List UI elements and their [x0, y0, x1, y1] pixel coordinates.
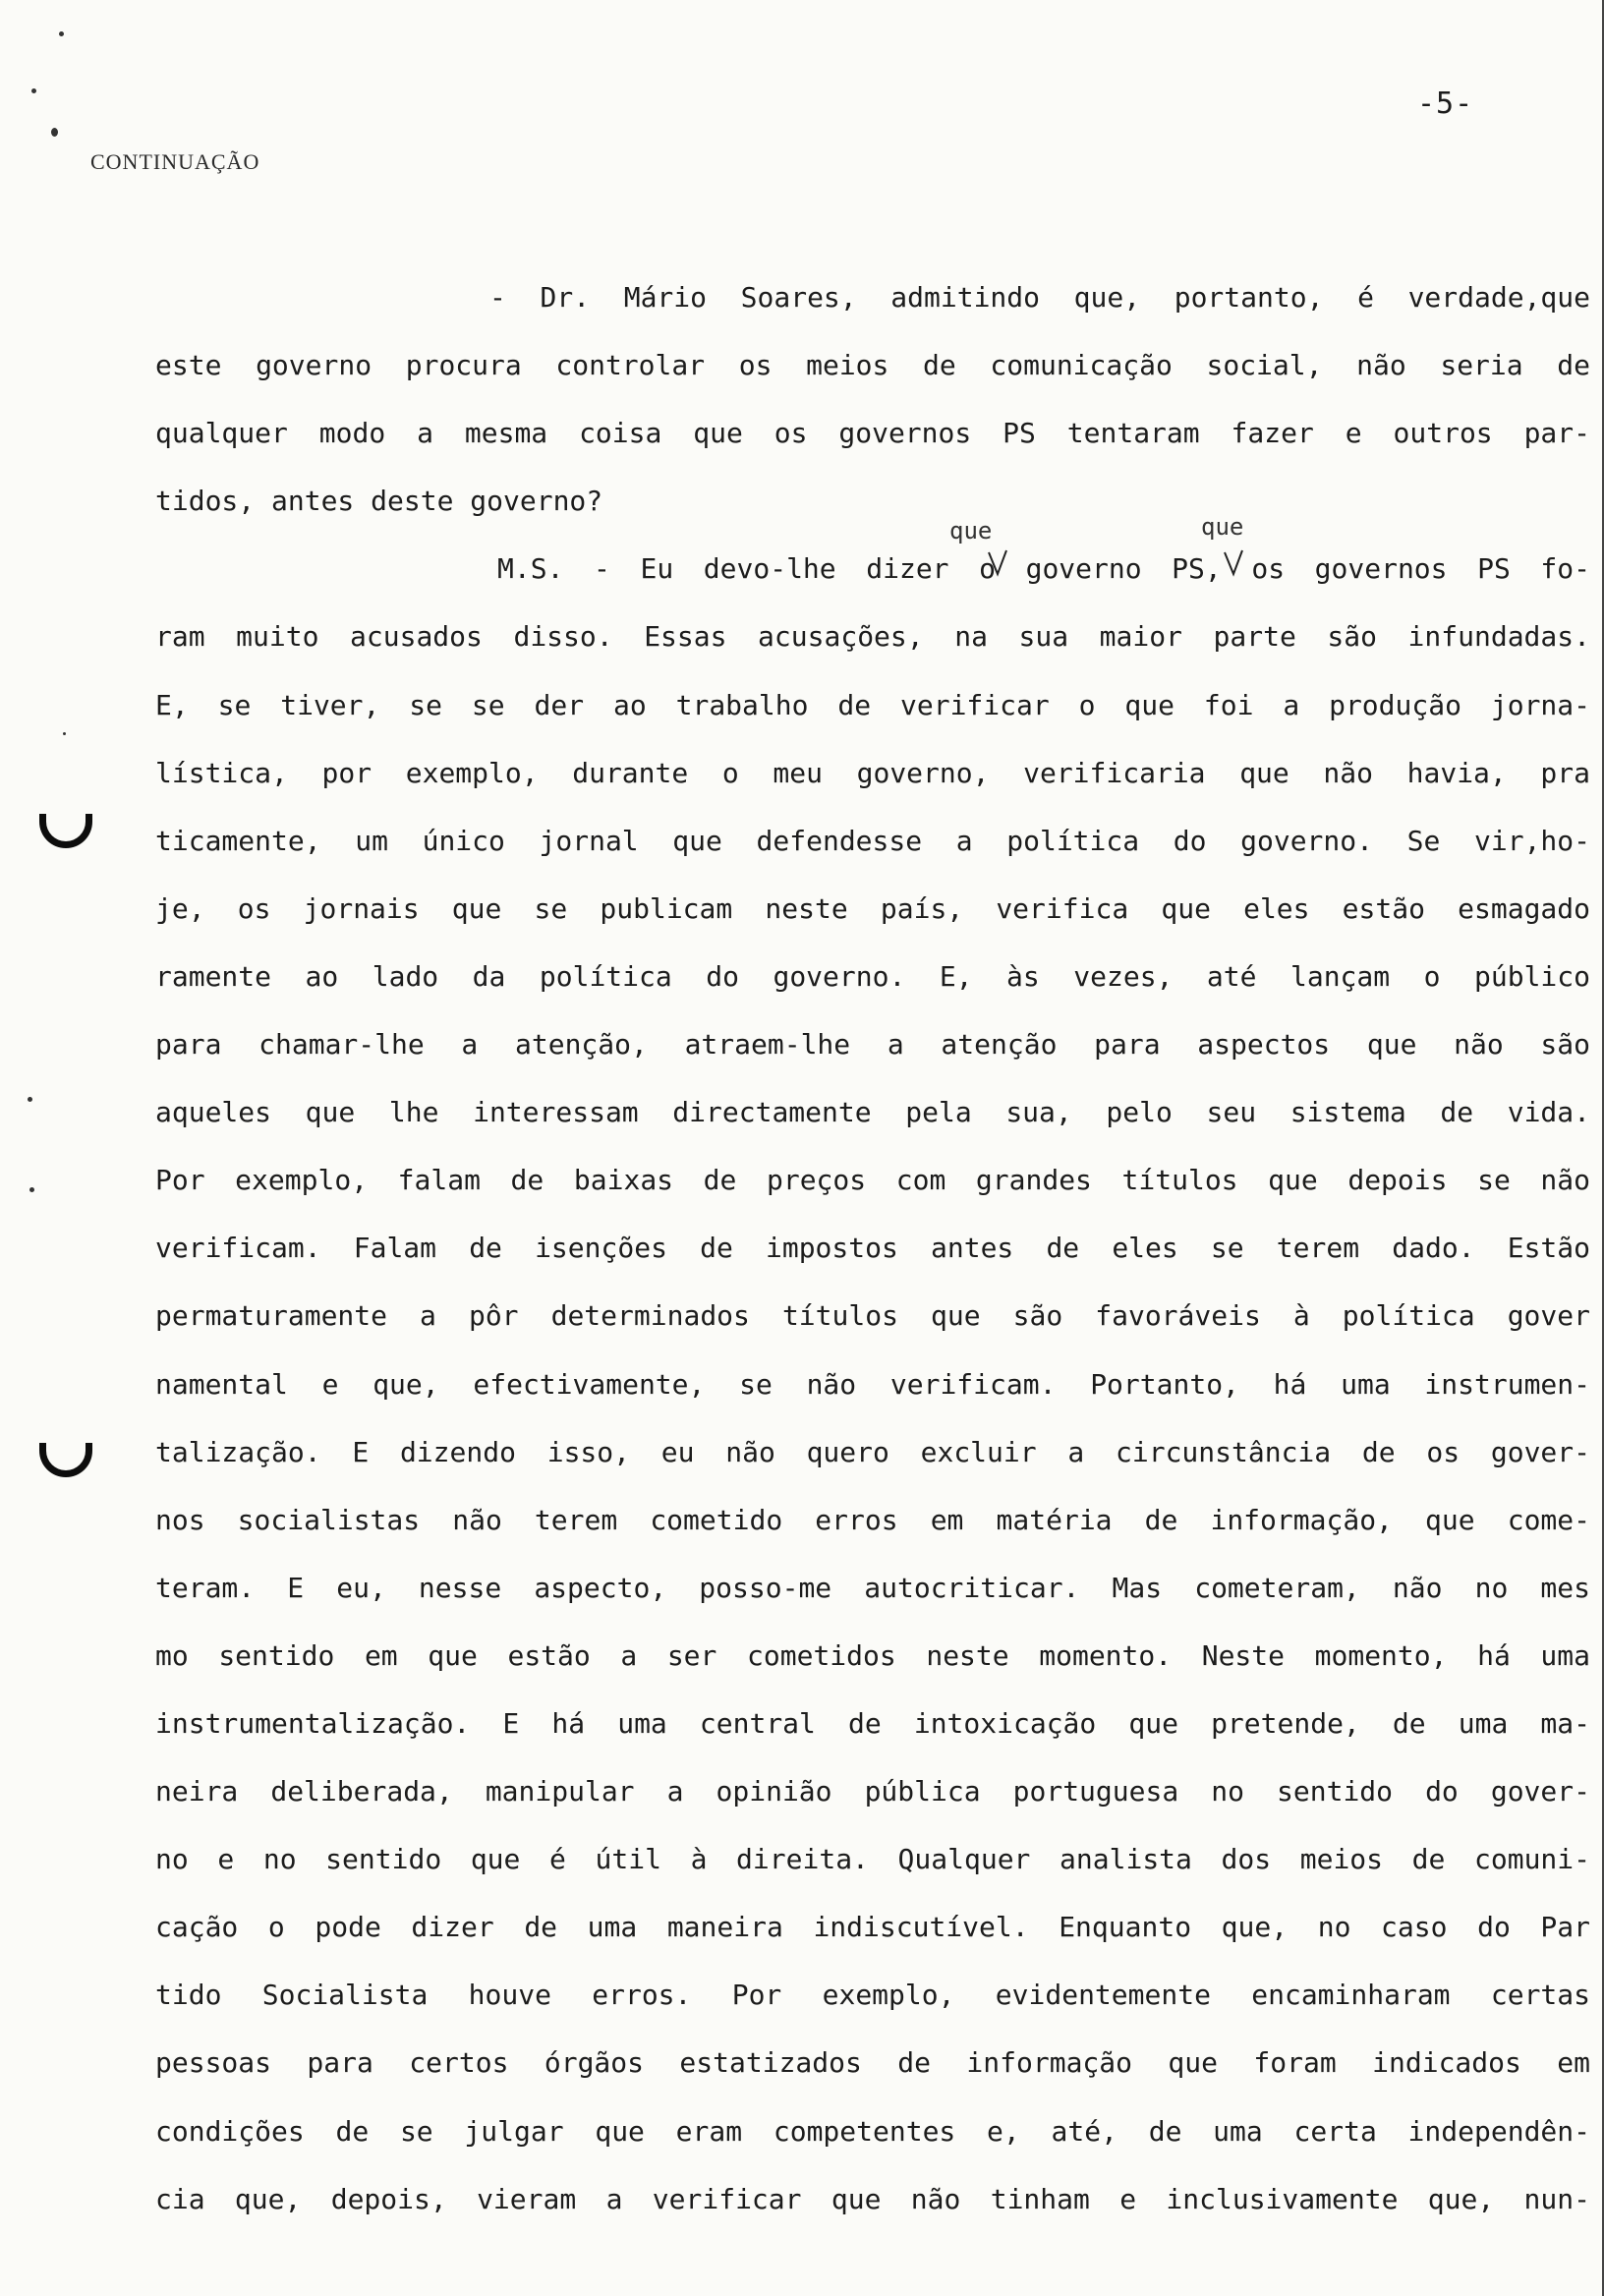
interlinear-insert-que: que [949, 517, 993, 545]
text-line: je, os jornais que se publicam neste país, verifica que eles estão esmagado [155, 891, 1590, 925]
text-line: instrumentalização. E há uma central de intoxicação que pretende, de uma ma- [155, 1706, 1590, 1740]
text-line: E, se tiver, se se der ao trabalho de verificar o que foi a produção jorna- [155, 688, 1590, 721]
text-line: cia que, depois, vieram a verificar que não tinham e inclusivamente que, nun- [155, 2182, 1590, 2215]
text-line: qualquer modo a mesma coisa que os governos PS tentaram fazer e outros par- [155, 417, 1590, 450]
text-line: tido Socialista houve erros. Por exemplo, evidentemente encaminharam certas [155, 1979, 1590, 2012]
text-line: talização. E dizendo isso, eu não quero excluir a circunstância de os gover- [155, 1435, 1590, 1468]
text-line: ram muito acusados disso. Essas acusações, na sua maior parte são infundadas. [155, 620, 1590, 654]
text-line: - Dr. Mário Soares, admitindo que, portanto, é verdade,que [489, 281, 1590, 314]
scan-speck [51, 128, 58, 137]
punch-hole [39, 1443, 92, 1477]
text-line: para chamar-lhe a atenção, atraem-lhe a atenção para aspectos que não são [155, 1028, 1590, 1062]
text-line: ramente ao lado da política do governo. E, às vezes, até lançam o público [155, 959, 1590, 993]
text-line: namental e que, efectivamente, se não verificam. Portanto, há uma instrumen- [155, 1367, 1590, 1401]
text-line: este governo procura controlar os meios de comunicação social, não seria de [155, 349, 1590, 382]
text-line: teram. E eu, nesse aspecto, posso-me autocriticar. Mas cometeram, não no mes [155, 1571, 1590, 1604]
text-line: lística, por exemplo, durante o meu governo, verificaria que não havia, pra [155, 756, 1590, 789]
scan-speck [28, 1097, 32, 1102]
text-line: Por exemplo, falam de baixas de preços com grandes títulos que depois se não [155, 1164, 1590, 1197]
scan-speck [31, 88, 36, 93]
insertion-caret-mark [1223, 548, 1244, 578]
text-line: neira deliberada, manipular a opinião pública portuguesa no sentido do gover- [155, 1775, 1590, 1808]
insertion-caret-mark [987, 548, 1008, 578]
scan-speck [29, 1187, 34, 1192]
text-line: mo sentido em que estão a ser cometidos neste momento. Neste momento, há uma [155, 1638, 1590, 1672]
text-line: nos socialistas não terem cometido erros em matéria de informação, que come- [155, 1503, 1590, 1536]
text-line: pessoas para certos órgãos estatizados de informação que foram indicados em [155, 2046, 1590, 2080]
text-line: condições de se julgar que eram competentes e, até, de uma certa independên- [155, 2114, 1590, 2148]
punch-hole [39, 814, 92, 848]
text-line: tidos, antes deste governo? [155, 485, 603, 518]
interlinear-insert-que: que [1201, 513, 1244, 541]
scan-speck [63, 732, 66, 735]
text-line: aqueles que lhe interessam directamente pela sua, pelo seu sistema de vida. [155, 1096, 1590, 1129]
scan-speck [59, 31, 64, 36]
continuation-header: CONTINUAÇÃO [90, 149, 260, 174]
text-line: verificam. Falam de isenções de impostos antes de eles se terem dado. Estão [155, 1232, 1590, 1265]
text-line: no e no sentido que é útil à direita. Qualquer analista dos meios de comuni- [155, 1843, 1590, 1876]
text-line: M.S. - Eu devo-lhe dizer o governo PS, os governos PS fo- [497, 552, 1590, 586]
text-line: ticamente, um único jornal que defendesse a política do governo. Se vir,ho- [155, 824, 1590, 857]
document-body [155, 263, 1590, 2233]
text-line: cação o pode dizer de uma maneira indiscutível. Enquanto que, no caso do Par [155, 1911, 1590, 1944]
page-number: -5- [1417, 86, 1474, 121]
text-line: permaturamente a pôr determinados títulos que são favoráveis à política gover [155, 1299, 1590, 1333]
